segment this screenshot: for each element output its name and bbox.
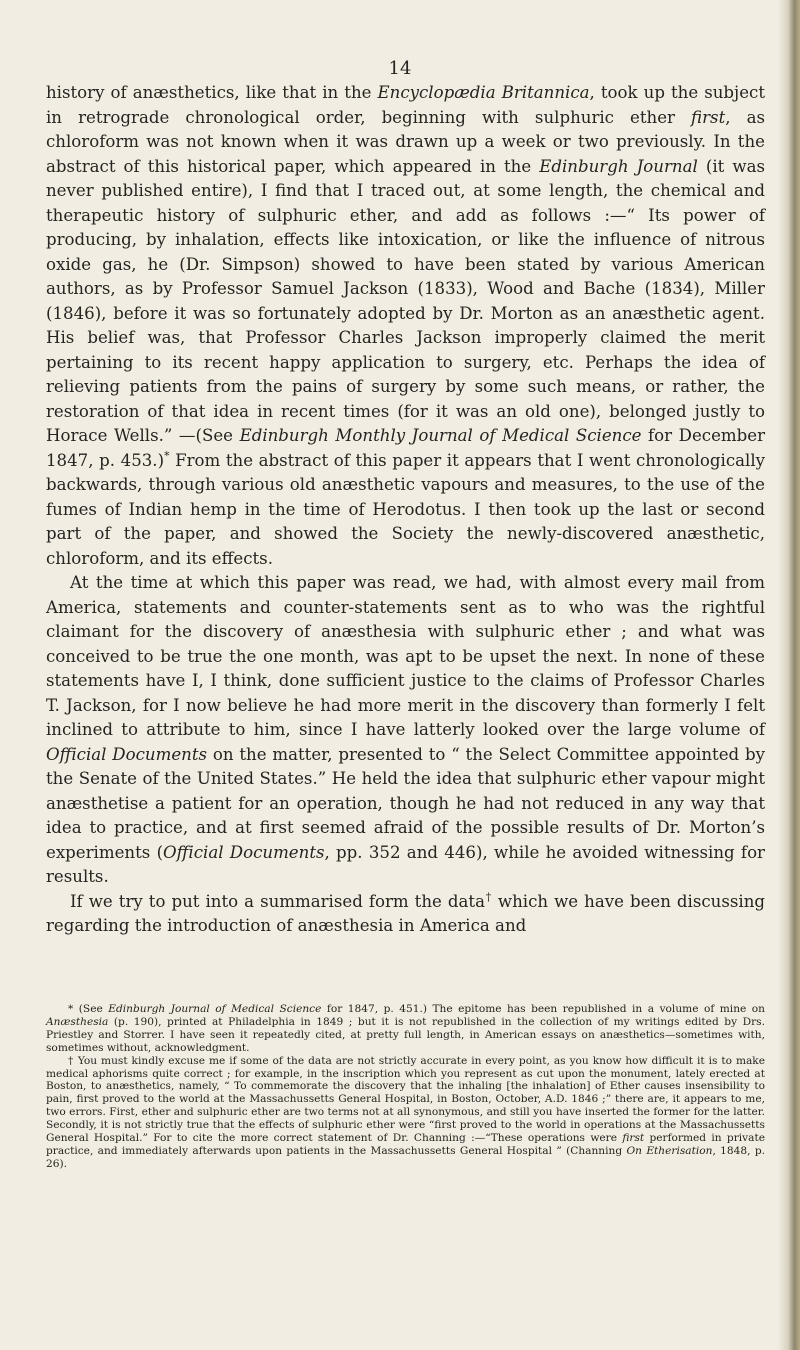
footnote-marker: * <box>164 448 170 462</box>
text-segment: for 1847, p. 451.) The epitome has been republished in a volume of mine on <box>321 1003 765 1015</box>
paragraph <box>46 571 765 890</box>
text-segment: , pp. 352 and 446), while he avoided witnessing for results. <box>46 842 765 886</box>
page-edge-shadow <box>778 0 800 1350</box>
footnote <box>46 1055 765 1171</box>
text-segment: performed in private practice, and immediately afterwards upon patients in the Massachussetts General Hospital ” (Channing <box>46 1132 765 1157</box>
italic-text: Anæsthesia <box>46 1015 109 1028</box>
text-segment: , as chloroform was not known when it was drawn up a week or two previously. In the abstract of this historical paper, which appeared in the <box>46 107 765 176</box>
italic-text: Edinburgh Monthly Journal of Medical Science <box>239 426 642 445</box>
footnote <box>46 1003 765 1055</box>
text-segment: history of anæsthetics, like that in the <box>46 83 378 102</box>
italic-text: Edinburgh Journal of Medical Science <box>108 1003 322 1015</box>
text-segment: † You must kindly excuse me if some of the data are not strictly accurate in every point, as you know how difficult it is to make medical aphorisms quite correct ; for example, in the inscription which you represent as cut upon the monument, lately erected at Boston, to anæsthetics, namely, “ To commemorate the discovery that the inhaling [the inhalation] of Ether causes insensibility to pain, first proved to the world at the Massachussetts General Hospital, in Boston, October, A.D. 1846 ;” there are, it appears to me, two errors. First, ether and sulphuric ether are two terms not at all synonymous, and still you have inserted the former for the latter. Secondly, it is not strictly true that the effects of sulphuric ether were “first proved to the world in operations at the Massachussetts General Hospital.” For to cite the more correct statement of Dr. Channing :—“These operations were <box>46 1054 765 1145</box>
text-segment: for December 1847, p. 453.) <box>46 426 765 470</box>
italic-text: first <box>691 107 726 127</box>
text-segment: From the abstract of this paper it appears that I went chronologically backwards, through various old anæsthetic vapours and measures, to the use of the fumes of Indian hemp in the time of Herodotus. I then took up the last or second part of the paper, and showed the Society the newly-discovered anæsthetic, chloroform, and its effects. <box>46 450 766 568</box>
italic-text: Official Documents <box>163 842 325 862</box>
text-segment: If we try to put into a summarised form the data <box>70 891 485 911</box>
footnote-marker: † <box>484 889 492 903</box>
text-segment: , 1848, p. 26). <box>46 1144 766 1170</box>
italic-text: Official Documents <box>46 744 208 764</box>
body-text <box>46 81 765 939</box>
text-segment: * (See <box>68 1003 109 1015</box>
text-segment: At the time at which this paper was read, we had, with almost every mail from America, statements and counter-statements sent as to who was the rightful claimant for the discovery of anæsthesia with sulphuric ether ; and what was conceived to be true the one month, was apt to be upset the next. In none of these statements have I, I think, done sufficient justice to the claims of Professor Charles T. Jackson, for I now believe he had more merit in the discovery than formerly I felt inclined to attribute to him, since I have latterly looked over the large volume of <box>46 573 765 739</box>
italic-text: first <box>622 1132 645 1145</box>
paragraph <box>46 81 765 571</box>
text-segment: , took up the subject in retrograde chronological order, beginning with sulphuric ether <box>46 83 765 127</box>
page-number: 14 <box>388 58 412 79</box>
paragraph <box>46 890 765 939</box>
text-segment: on the matter, presented to “ the Select Committee appointed by the Senate of the United States.” He held the idea that sulphuric ether vapour might anæsthetise a patient for an operation, though he had not reduced in any way that idea to practice, and at first seemed afraid of the possible results of Dr. Morton’s experiments ( <box>46 744 765 862</box>
italic-text: On Etherisation <box>626 1144 713 1157</box>
italic-text: Encyclopædia Britannica <box>377 83 590 102</box>
text-segment: (it was never published entire), I find that I traced out, at some length, the chemical and therapeutic history of sulphuric ether, and add as follows :—“ Its power of producing, by inhalation, effects like intoxication, or like the influence of nitrous oxide gas, he (Dr. Simpson) showed to have been stated by various American authors, as by Professor Samuel Jackson (1833), Wood and Bache (1834), Miller (1846), before it was so fortunately adopted by Dr. Morton as an anæsthetic agent. His belief was, that Professor Charles Jackson improperly claimed the merit pertaining to its recent happy application to surgery, etc. Perhaps the idea of relieving patients from the pains of surgery by some such means, or rather, the restoration of that idea in recent times (for it was an old one), belonged justly to Horace Wells.” —(See <box>46 156 765 445</box>
text-segment: (p. 190), printed at Philadelphia in 1849 ; but it is not republished in the collection of my writings edited by Drs. Priestley and Storrer. I have seen it repeatedly cited, at pretty full length, in American essays on anæsthetics—sometimes with, sometimes without, acknowledgment. <box>46 1015 765 1054</box>
footnotes <box>46 1003 765 1171</box>
italic-text: Edinburgh Journal <box>539 156 698 176</box>
text-segment: which we have been discussing regarding the introduction of anæsthesia in America and <box>46 891 766 935</box>
